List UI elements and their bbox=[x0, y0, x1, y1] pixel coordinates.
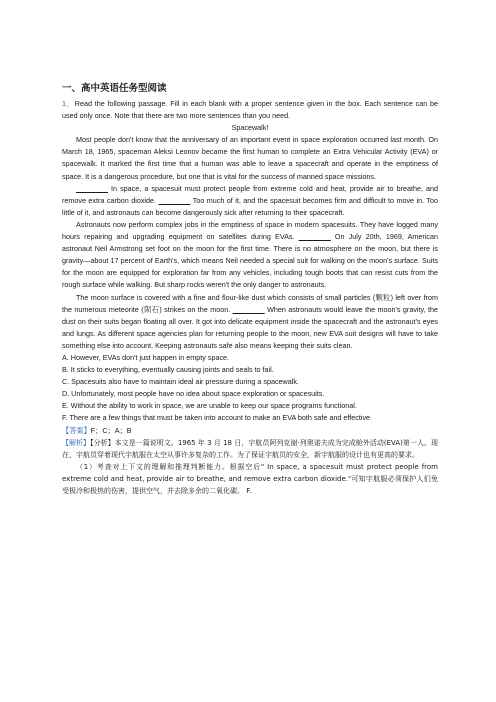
instruction-text: Read the following passage. Fill in each blank with a proper sentence given in the box. Each sentence can be used only once. Note that there are two more sentences than you need. bbox=[62, 99, 439, 121]
section-title: 一、高中英语任务型阅读 bbox=[62, 83, 167, 94]
question-number: 1． bbox=[62, 99, 75, 108]
option-a: A. However, EVAs don't just happen in empty space. bbox=[62, 352, 230, 362]
passage-title: Spacewalk! bbox=[231, 123, 269, 133]
answer-text: F；C；A；B bbox=[90, 425, 132, 435]
answer-tag: 【答案】 bbox=[62, 425, 91, 435]
answer-line bbox=[62, 425, 438, 437]
analysis-item-1: （1）考查对上下文的理解和推理判断能力。根据空后" In space, a spacesuit must protect people from extreme cold and heat, provide air to breathe, and remove extra carbon dioxide."可知宇航服必须保护人们免受极冷和极热的伤害，提供空气，并去除多余的二氧化碳。 F. bbox=[62, 462, 438, 495]
analysis-paragraph bbox=[62, 437, 438, 461]
passage-paragraph-4: The moon surface is covered with a fine and flour-like dust which consists of small particles (颗粒) left over from the numerous meteorite (陨石) strikes on the moon. ________ When astronauts would leave the moon's gravity, the dust on their suits began floating all over. It got into delicate equipment inside the spacecraft and the astronaut's eyes and lungs. As different space agencies plan for returning people to the moon, new EVA suit designs will have to take something else into account. Keeping astronauts safe also means keeping their suits clean. bbox=[62, 292, 438, 350]
option-d: D. Unfortunately, most people have no idea about space exploration or spacesuits. bbox=[62, 389, 325, 399]
analysis-tag: 【解析】 bbox=[62, 438, 91, 447]
blank-2: ________ bbox=[158, 195, 191, 205]
option-b: B. It sticks to everything, eventually causing joints and seals to fail. bbox=[62, 365, 274, 375]
passage-paragraph-1: Most people don't know that the anniversary of an important event in space exploration occurred last month. On March 18, 1965, spaceman Aleksi Leonov became the first human to complete an Extra Vehicular Activity (EVA) or spacewalk. It marked the first time that a human was able to leave a spacecraft and operate in the emptiness of space. It is a dangerous procedure, but one that is vital for the success of manned space missions. bbox=[62, 135, 438, 181]
options-list bbox=[62, 352, 438, 425]
passage-paragraph-3: Astronauts now perform complex jobs in the emptiness of space in modern spacesuits. They have logged many hours repairing and upgrading equipment on satellites during EVAs. ________ On July 20th, 1969, American astronaut Neil Armstrong set foot on the moon for the first time. There is no atmosphere on the moon, but there is gravity—about 17 percent of Earth's, which means Neil needed a special suit for walking on the moon's surface. Suits for the moon are equipped for exploration far from any vehicles, including tough boots that can resist cuts from the rough surface while walking. But sharp rocks weren't the only danger to astronauts. bbox=[62, 219, 438, 290]
option-e: E. Without the ability to work in space, we are unable to keep our space programs functional. bbox=[62, 401, 357, 411]
document-page bbox=[62, 82, 438, 497]
option-f: F. There are a few things that must be taken into account to make an EVA both safe and effective bbox=[62, 413, 371, 423]
question-instruction bbox=[62, 98, 438, 122]
blank-4: ________ bbox=[232, 304, 265, 314]
passage-paragraph-2: ________ In space, a spacesuit must protect people from extreme cold and heat, provide air to breathe, and remove extra carbon dioxide. ________ Too much of it, and the spacesuit becomes firm and difficult to move in. Too little of it, and astronauts can become dangerously sick after returning to their spacecraft. bbox=[62, 183, 438, 217]
option-c: C. Spacesuits also have to maintain ideal air pressure during a spacewalk. bbox=[62, 377, 299, 387]
analysis-text: 【分析】本文是一篇说明文。1965 年 3 月 18 日，宇航员阿列克谢·列奥诺夫成为完成舱外活动(EVA)第一人。现在，宇航员穿着现代宇航服在太空从事许多复杂的工作。为了保证宇航员的安全，新宇航服的设计也有更高的要求。 bbox=[62, 438, 438, 459]
blank-3: ________ bbox=[298, 232, 331, 242]
blank-1: ________ bbox=[76, 183, 108, 193]
